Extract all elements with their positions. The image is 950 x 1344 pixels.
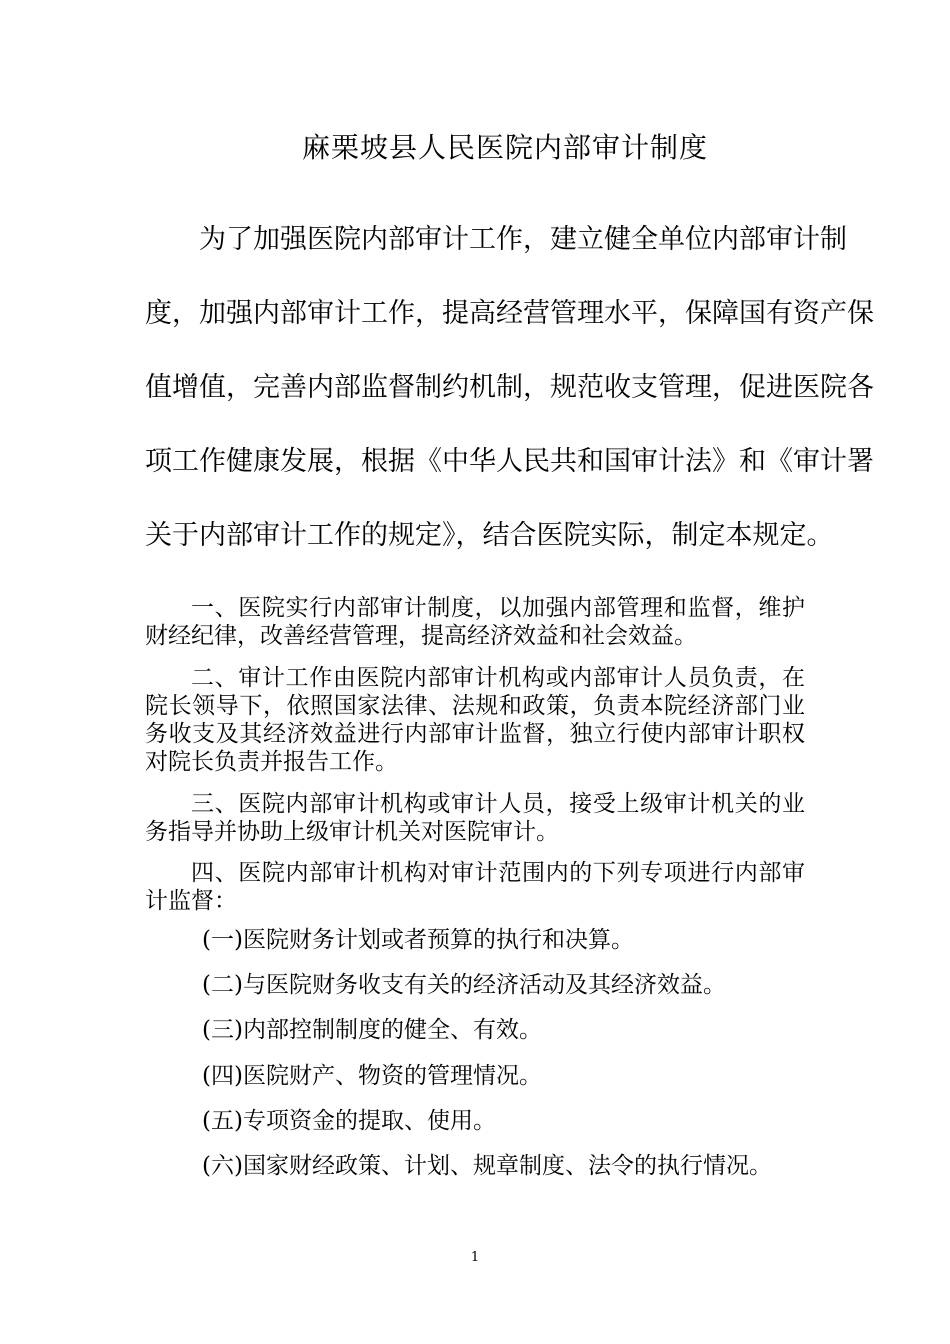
intro-line: 项工作健康发展，根据《中华人民共和国审计法》和《审计署 <box>145 446 874 477</box>
intro-line: 度，加强内部审计工作，提高经营管理水平，保障国有资产保 <box>145 298 874 329</box>
article-3: 三、医院内部审计机构或审计人员，接受上级审计机关的业务指导并协助上级审计机关对医院审计。 <box>145 791 805 845</box>
intro-line: 关于内部审计工作的规定》，结合医院实际，制定本规定。 <box>145 520 834 551</box>
article-1: 一、医院实行内部审计制度，以加强内部管理和监督，维护财经纪律，改善经营管理，提高经济效益和社会效益。 <box>145 595 805 649</box>
page-number: 1 <box>470 1250 480 1265</box>
article-4: 四、医院内部审计机构对审计范围内的下列专项进行内部审计监督： <box>145 860 805 914</box>
list-item: (二)与医院财务收支有关的经济活动及其经济效益。 <box>202 972 726 998</box>
list-item: (三)内部控制制度的健全、有效。 <box>202 1017 542 1043</box>
list-item: (四)医院财产、物资的管理情况。 <box>202 1063 542 1089</box>
list-item: (一)医院财务计划或者预算的执行和决算。 <box>202 927 634 953</box>
document-title: 麻栗坡县人民医院内部审计制度 <box>301 131 708 164</box>
article-2: 二、审计工作由医院内部审计机构或内部审计人员负责，在院长领导下，依照国家法律、法规和政策，负责本院经济部门业务收支及其经济效益进行内部审计监督，独立行使内部审计职权对院长负责并报告工作。 <box>145 665 805 775</box>
intro-line: 值增值，完善内部监督制约机制，规范收支管理，促进医院各 <box>145 372 874 403</box>
list-item: (六)国家财经政策、计划、规章制度、法令的执行情况。 <box>202 1153 772 1179</box>
list-item: (五)专项资金的提取、使用。 <box>202 1108 496 1134</box>
intro-line: 为了加强医院内部审计工作，建立健全单位内部审计制 <box>145 224 847 255</box>
